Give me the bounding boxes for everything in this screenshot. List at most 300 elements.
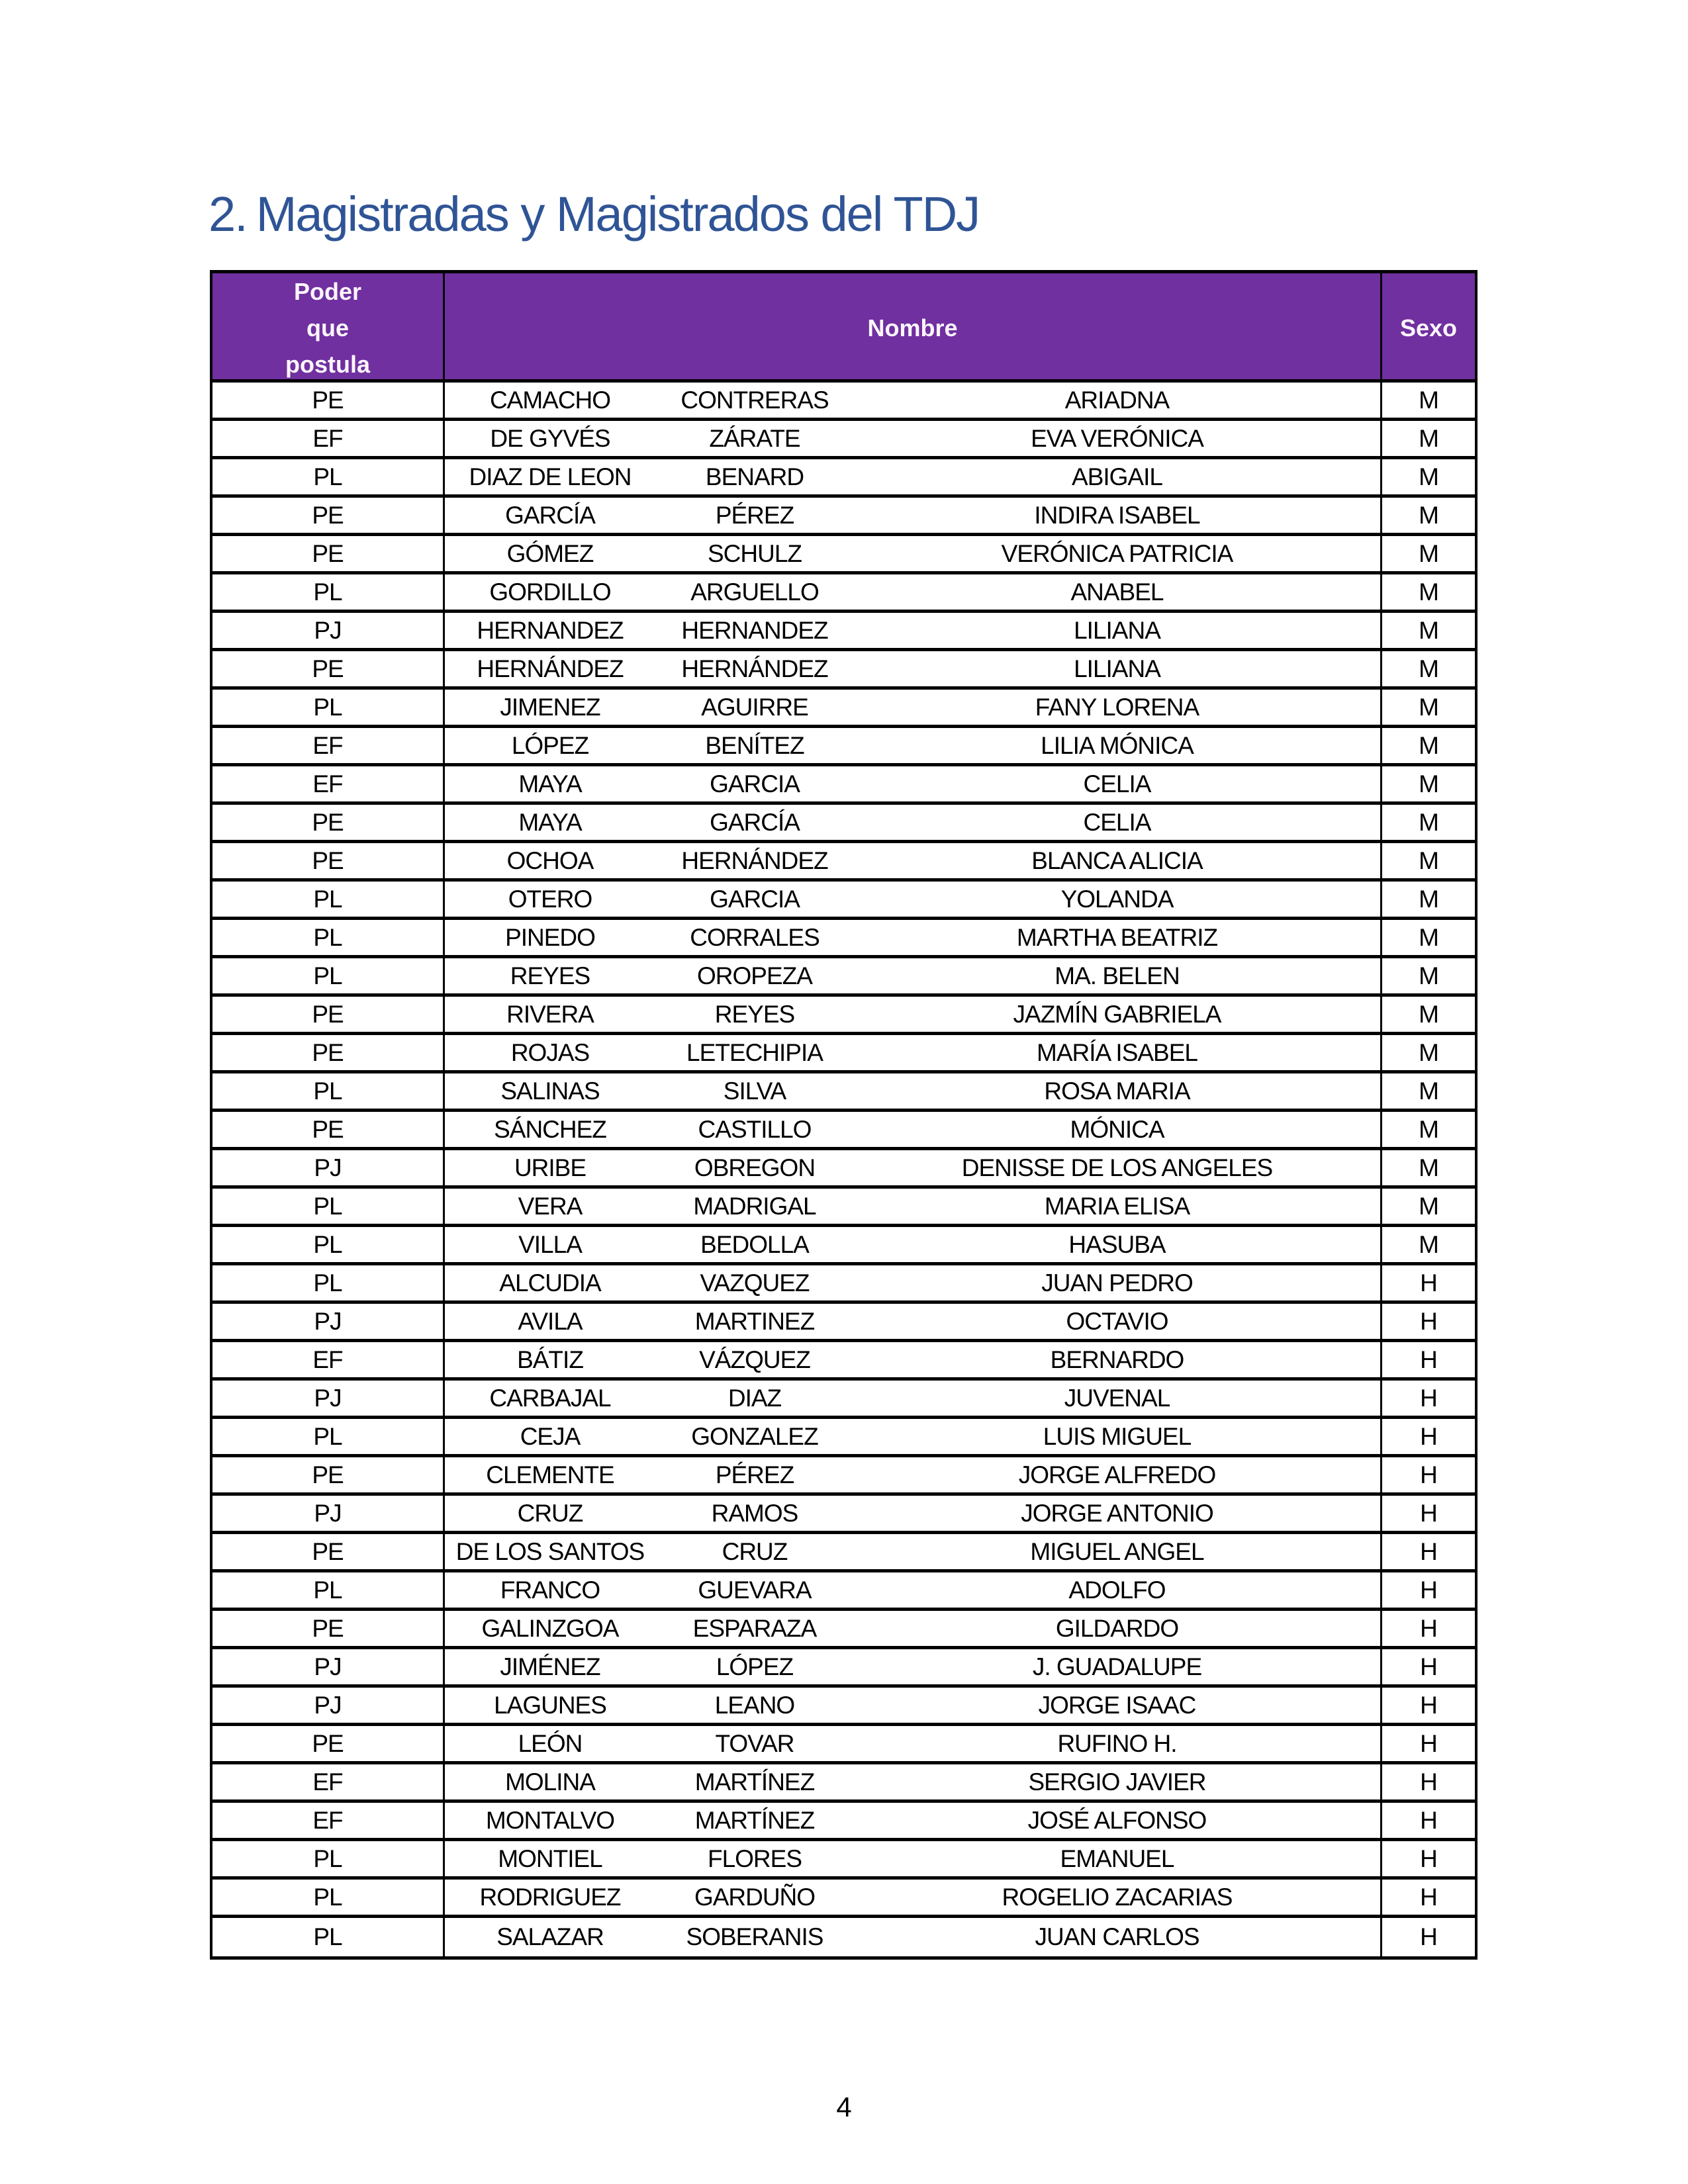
cell-nombre-group xyxy=(445,1803,1380,1838)
cell-apellido-paterno: REYES xyxy=(510,962,590,989)
cell-apellido-materno: GUEVARA xyxy=(698,1576,812,1604)
cell-poder: EF xyxy=(212,1803,445,1838)
cell-nombre-group xyxy=(445,536,1380,571)
table-row xyxy=(212,1189,1475,1227)
cell-apellido-paterno: MAYA xyxy=(518,808,582,836)
cell-nombre-group xyxy=(445,613,1380,648)
cell-nombre: LILIANA xyxy=(1074,655,1160,682)
cell-apellido-paterno: URIBE xyxy=(514,1154,586,1181)
cell-apellido-paterno: ROJAS xyxy=(510,1038,590,1066)
cell-apellido-paterno: DE GYVÉS xyxy=(490,424,610,452)
cell-poder: PL xyxy=(212,1227,445,1262)
cell-apellido-paterno: HERNÁNDEZ xyxy=(477,655,624,682)
cell-poder: PL xyxy=(212,1073,445,1109)
table-row xyxy=(212,958,1475,997)
cell-poder: PL xyxy=(212,1189,445,1224)
table-row xyxy=(212,805,1475,843)
cell-poder: PL xyxy=(212,1265,445,1300)
cell-apellido-materno: GONZALEZ xyxy=(691,1422,818,1450)
cell-apellido-paterno: SÁNCHEZ xyxy=(494,1115,606,1143)
cell-nombre: SERGIO JAVIER xyxy=(1028,1768,1206,1796)
cell-apellido-paterno: FRANCO xyxy=(500,1576,600,1604)
cell-apellido-paterno: JIMÉNEZ xyxy=(500,1653,600,1680)
cell-poder: PE xyxy=(212,1726,445,1761)
cell-apellido-paterno: VERA xyxy=(518,1192,583,1220)
cell-poder: PJ xyxy=(212,1304,445,1339)
table-row xyxy=(212,920,1475,958)
page-number: 4 xyxy=(836,2091,852,2122)
cell-sexo: H xyxy=(1380,1918,1475,1956)
cell-sexo: M xyxy=(1380,459,1475,494)
cell-apellido-paterno: CRUZ xyxy=(517,1499,583,1527)
cell-apellido-paterno: DIAZ DE LEON xyxy=(469,463,632,490)
table-row xyxy=(212,459,1475,498)
cell-nombre: J. GUADALUPE xyxy=(1032,1653,1202,1680)
cell-apellido-paterno: DE LOS SANTOS xyxy=(455,1537,645,1565)
header-poder-line-3: postula xyxy=(285,351,370,378)
cell-nombre-group xyxy=(445,1841,1380,1876)
cell-apellido-paterno: CLEMENTE xyxy=(486,1461,614,1488)
cell-sexo: M xyxy=(1380,1227,1475,1262)
cell-nombre-group xyxy=(445,843,1380,878)
cell-nombre: LILIANA xyxy=(1074,616,1160,644)
cell-apellido-paterno: AVILA xyxy=(518,1307,583,1335)
cell-sexo: M xyxy=(1380,1073,1475,1109)
cell-apellido-materno: GARDUÑO xyxy=(694,1883,816,1911)
table-row xyxy=(212,1880,1475,1918)
cell-sexo: M xyxy=(1380,766,1475,801)
cell-apellido-materno: REYES xyxy=(714,1000,795,1028)
cell-sexo: H xyxy=(1380,1534,1475,1569)
cell-nombre: ARIADNA xyxy=(1064,386,1170,414)
cell-apellido-paterno: RIVERA xyxy=(506,1000,594,1028)
cell-sexo: M xyxy=(1380,805,1475,840)
table-row xyxy=(212,1918,1475,1956)
table-body xyxy=(212,383,1475,1956)
cell-nombre-group xyxy=(445,1688,1380,1723)
cell-apellido-paterno: SALAZAR xyxy=(496,1923,604,1950)
table-row xyxy=(212,1112,1475,1150)
cell-apellido-paterno: RODRIGUEZ xyxy=(479,1883,621,1911)
cell-apellido-paterno: GÓMEZ xyxy=(506,539,594,567)
cell-sexo: H xyxy=(1380,1496,1475,1531)
cell-sexo: M xyxy=(1380,920,1475,955)
table-row xyxy=(212,1035,1475,1073)
cell-apellido-paterno: OCHOA xyxy=(506,846,594,874)
cell-apellido-materno: ARGUELLO xyxy=(690,578,819,606)
cell-nombre: MA. BELEN xyxy=(1055,962,1180,989)
cell-nombre: ROSA MARIA xyxy=(1044,1077,1190,1105)
title-text: Magistradas y Magistrados del TDJ xyxy=(256,187,980,242)
cell-poder: PE xyxy=(212,997,445,1032)
cell-poder: EF xyxy=(212,421,445,456)
cell-nombre-group xyxy=(445,1381,1380,1416)
cell-apellido-paterno: CARBAJAL xyxy=(489,1384,611,1412)
cell-nombre-group xyxy=(445,1726,1380,1761)
table-row xyxy=(212,1726,1475,1764)
cell-nombre: BERNARDO xyxy=(1050,1345,1184,1373)
cell-sexo: M xyxy=(1380,997,1475,1032)
magistrates-table xyxy=(210,270,1477,1960)
cell-sexo: M xyxy=(1380,574,1475,610)
table-row xyxy=(212,1150,1475,1189)
cell-nombre-group xyxy=(445,958,1380,993)
cell-apellido-paterno: SALINAS xyxy=(500,1077,600,1105)
table-row xyxy=(212,1611,1475,1649)
table-row xyxy=(212,613,1475,651)
cell-apellido-paterno: MAYA xyxy=(518,770,582,797)
cell-sexo: M xyxy=(1380,383,1475,418)
cell-apellido-materno: MARTÍNEZ xyxy=(694,1768,815,1796)
cell-poder: EF xyxy=(212,1764,445,1799)
cell-nombre: EVA VERÓNICA xyxy=(1031,424,1203,452)
cell-poder: PE xyxy=(212,498,445,533)
cell-apellido-materno: LETECHIPIA xyxy=(686,1038,823,1066)
cell-apellido-materno: HERNANDEZ xyxy=(681,616,828,644)
cell-apellido-paterno: CAMACHO xyxy=(489,386,611,414)
cell-nombre: MARÍA ISABEL xyxy=(1037,1038,1197,1066)
cell-nombre: MARTHA BEATRIZ xyxy=(1016,923,1218,951)
table-row xyxy=(212,1342,1475,1381)
cell-apellido-materno: RAMOS xyxy=(711,1499,798,1527)
page-title xyxy=(209,187,979,241)
cell-sexo: M xyxy=(1380,843,1475,878)
cell-sexo: M xyxy=(1380,1150,1475,1185)
cell-sexo: M xyxy=(1380,1035,1475,1070)
cell-nombre: OCTAVIO xyxy=(1066,1307,1168,1335)
cell-apellido-materno: PÉREZ xyxy=(715,501,794,529)
cell-poder: PE xyxy=(212,805,445,840)
cell-nombre: JOSÉ ALFONSO xyxy=(1027,1806,1207,1834)
cell-apellido-materno: GARCIA xyxy=(710,770,800,797)
cell-nombre-group xyxy=(445,459,1380,494)
cell-sexo: M xyxy=(1380,958,1475,993)
cell-nombre: MÓNICA xyxy=(1070,1115,1164,1143)
cell-nombre: YOLANDA xyxy=(1060,885,1174,913)
table-row xyxy=(212,574,1475,613)
cell-poder: PE xyxy=(212,843,445,878)
cell-nombre-group xyxy=(445,882,1380,917)
cell-nombre-group xyxy=(445,1611,1380,1646)
cell-nombre-group xyxy=(445,1457,1380,1492)
cell-apellido-paterno: PINEDO xyxy=(505,923,595,951)
cell-apellido-materno: GARCIA xyxy=(710,885,800,913)
cell-sexo: H xyxy=(1380,1649,1475,1684)
cell-sexo: M xyxy=(1380,882,1475,917)
header-poder-line-2: que xyxy=(306,314,349,341)
cell-apellido-paterno: MONTIEL xyxy=(498,1844,602,1872)
cell-nombre-group xyxy=(445,805,1380,840)
cell-nombre-group xyxy=(445,651,1380,686)
cell-nombre-group xyxy=(445,1073,1380,1109)
cell-sexo: H xyxy=(1380,1880,1475,1915)
cell-nombre-group xyxy=(445,574,1380,610)
cell-sexo: M xyxy=(1380,728,1475,763)
cell-apellido-materno: LÓPEZ xyxy=(716,1653,794,1680)
table-row xyxy=(212,1227,1475,1265)
cell-sexo: H xyxy=(1380,1688,1475,1723)
cell-poder: PJ xyxy=(212,613,445,648)
cell-poder: PJ xyxy=(212,1649,445,1684)
cell-apellido-paterno: LAGUNES xyxy=(494,1691,606,1719)
cell-nombre-group xyxy=(445,1035,1380,1070)
cell-apellido-paterno: GARCÍA xyxy=(505,501,595,529)
cell-nombre-group xyxy=(445,1265,1380,1300)
cell-sexo: M xyxy=(1380,1112,1475,1147)
cell-nombre: ABIGAIL xyxy=(1072,463,1162,490)
cell-apellido-materno: MADRIGAL xyxy=(693,1192,816,1220)
cell-nombre: VERÓNICA PATRICIA xyxy=(1001,539,1233,567)
table-header-row xyxy=(212,273,1475,383)
cell-poder: PE xyxy=(212,1112,445,1147)
cell-nombre: JAZMÍN GABRIELA xyxy=(1013,1000,1221,1028)
table-row xyxy=(212,1419,1475,1457)
cell-nombre: JUAN CARLOS xyxy=(1035,1923,1199,1950)
cell-poder: PE xyxy=(212,1457,445,1492)
cell-apellido-materno: CORRALES xyxy=(690,923,820,951)
cell-poder: PE xyxy=(212,1534,445,1569)
cell-sexo: H xyxy=(1380,1611,1475,1646)
cell-apellido-materno: ESPARAZA xyxy=(692,1614,817,1642)
cell-sexo: H xyxy=(1380,1342,1475,1377)
table-row xyxy=(212,498,1475,536)
cell-poder: PL xyxy=(212,1918,445,1956)
cell-nombre: JORGE ANTONIO xyxy=(1021,1499,1213,1527)
cell-nombre-group xyxy=(445,383,1380,418)
cell-apellido-paterno: VILLA xyxy=(518,1230,582,1258)
cell-sexo: H xyxy=(1380,1572,1475,1608)
cell-poder: PE xyxy=(212,1611,445,1646)
cell-nombre-group xyxy=(445,1496,1380,1531)
cell-apellido-materno: GARCÍA xyxy=(710,808,800,836)
cell-nombre-group xyxy=(445,498,1380,533)
cell-apellido-materno: OBREGON xyxy=(694,1154,816,1181)
cell-apellido-materno: LEANO xyxy=(714,1691,795,1719)
cell-poder: PL xyxy=(212,574,445,610)
header-nombre: Nombre xyxy=(867,314,958,341)
cell-nombre-group xyxy=(445,1649,1380,1684)
cell-sexo: H xyxy=(1380,1803,1475,1838)
cell-nombre: BLANCA ALICIA xyxy=(1031,846,1203,874)
cell-apellido-materno: TOVAR xyxy=(715,1729,794,1757)
cell-apellido-materno: MARTÍNEZ xyxy=(694,1806,815,1834)
table-row xyxy=(212,1457,1475,1496)
table-row xyxy=(212,1304,1475,1342)
cell-nombre: GILDARDO xyxy=(1055,1614,1179,1642)
table-row xyxy=(212,1496,1475,1534)
cell-nombre-group xyxy=(445,1189,1380,1224)
cell-apellido-paterno: ALCUDIA xyxy=(499,1269,601,1297)
cell-nombre: CELIA xyxy=(1083,808,1151,836)
cell-nombre: MIGUEL ANGEL xyxy=(1030,1537,1204,1565)
cell-nombre: ROGELIO ZACARIAS xyxy=(1002,1883,1233,1911)
cell-apellido-paterno: MOLINA xyxy=(505,1768,595,1796)
cell-apellido-materno: FLORES xyxy=(707,1844,802,1872)
cell-poder: PL xyxy=(212,882,445,917)
cell-nombre: ADOLFO xyxy=(1068,1576,1166,1604)
cell-apellido-materno: PÉREZ xyxy=(715,1461,794,1488)
cell-nombre-group xyxy=(445,1419,1380,1454)
cell-nombre-group xyxy=(445,1572,1380,1608)
cell-nombre: ANABEL xyxy=(1070,578,1164,606)
cell-poder: PL xyxy=(212,690,445,725)
cell-sexo: H xyxy=(1380,1841,1475,1876)
cell-sexo: M xyxy=(1380,498,1475,533)
cell-nombre-group xyxy=(445,1342,1380,1377)
cell-sexo: H xyxy=(1380,1764,1475,1799)
cell-apellido-materno: AGUIRRE xyxy=(701,693,808,721)
cell-apellido-paterno: HERNANDEZ xyxy=(477,616,624,644)
header-poder-que-postula xyxy=(212,273,445,383)
cell-apellido-materno: CASTILLO xyxy=(698,1115,812,1143)
table-row xyxy=(212,766,1475,805)
cell-sexo: M xyxy=(1380,1189,1475,1224)
cell-nombre-group xyxy=(445,728,1380,763)
cell-nombre-group xyxy=(445,1764,1380,1799)
cell-sexo: M xyxy=(1380,690,1475,725)
cell-sexo: M xyxy=(1380,536,1475,571)
cell-nombre-group xyxy=(445,1150,1380,1185)
cell-apellido-materno: VAZQUEZ xyxy=(700,1269,810,1297)
cell-poder: PE xyxy=(212,536,445,571)
cell-nombre: JORGE ALFREDO xyxy=(1018,1461,1216,1488)
table-row xyxy=(212,651,1475,690)
cell-apellido-materno: BENÍTEZ xyxy=(705,731,804,759)
table-row xyxy=(212,843,1475,882)
table-row xyxy=(212,1572,1475,1611)
cell-apellido-materno: BENARD xyxy=(705,463,804,490)
cell-apellido-materno: CRUZ xyxy=(722,1537,788,1565)
cell-sexo: H xyxy=(1380,1419,1475,1454)
cell-apellido-paterno: JIMENEZ xyxy=(500,693,600,721)
cell-nombre-group xyxy=(445,421,1380,456)
cell-sexo: H xyxy=(1380,1726,1475,1761)
cell-poder: PE xyxy=(212,383,445,418)
cell-apellido-paterno: GALINZGOA xyxy=(481,1614,619,1642)
table-row xyxy=(212,536,1475,574)
cell-poder: PL xyxy=(212,1880,445,1915)
cell-apellido-paterno: MONTALVO xyxy=(485,1806,615,1834)
cell-sexo: H xyxy=(1380,1457,1475,1492)
cell-poder: PL xyxy=(212,459,445,494)
cell-nombre: LUIS MIGUEL xyxy=(1043,1422,1192,1450)
table-row xyxy=(212,1803,1475,1841)
cell-sexo: H xyxy=(1380,1265,1475,1300)
cell-apellido-materno: OROPEZA xyxy=(697,962,812,989)
table-row xyxy=(212,997,1475,1035)
cell-apellido-materno: SILVA xyxy=(723,1077,786,1105)
cell-apellido-materno: MARTINEZ xyxy=(694,1307,815,1335)
cell-apellido-materno: ZÁRATE xyxy=(709,424,800,452)
cell-nombre-group xyxy=(445,1534,1380,1569)
cell-sexo: H xyxy=(1380,1304,1475,1339)
cell-apellido-materno: SCHULZ xyxy=(707,539,802,567)
cell-apellido-paterno: BÁTIZ xyxy=(517,1345,583,1373)
cell-apellido-materno: SOBERANIS xyxy=(686,1923,823,1950)
cell-apellido-paterno: CEJA xyxy=(520,1422,581,1450)
table-row xyxy=(212,690,1475,728)
cell-apellido-materno: HERNÁNDEZ xyxy=(681,846,828,874)
cell-apellido-materno: HERNÁNDEZ xyxy=(681,655,828,682)
table-row xyxy=(212,1265,1475,1304)
table-row xyxy=(212,1841,1475,1880)
cell-nombre-group xyxy=(445,1304,1380,1339)
cell-nombre-group xyxy=(445,1227,1380,1262)
cell-poder: PJ xyxy=(212,1381,445,1416)
cell-nombre: LILIA MÓNICA xyxy=(1041,731,1194,759)
cell-nombre-group xyxy=(445,1918,1380,1956)
header-poder-line-1: Poder xyxy=(293,278,362,305)
title-number: 2. xyxy=(209,187,247,242)
cell-apellido-paterno: GORDILLO xyxy=(489,578,611,606)
cell-poder: EF xyxy=(212,728,445,763)
cell-nombre: DENISSE DE LOS ANGELES xyxy=(961,1154,1273,1181)
cell-apellido-materno: VÁZQUEZ xyxy=(699,1345,810,1373)
table-row xyxy=(212,1381,1475,1419)
table-row xyxy=(212,728,1475,766)
cell-nombre: FANY LORENA xyxy=(1035,693,1199,721)
cell-poder: PL xyxy=(212,920,445,955)
cell-nombre: HASUBA xyxy=(1068,1230,1166,1258)
cell-nombre: MARIA ELISA xyxy=(1044,1192,1190,1220)
cell-apellido-paterno: OTERO xyxy=(508,885,592,913)
cell-sexo: M xyxy=(1380,613,1475,648)
table-row xyxy=(212,882,1475,920)
cell-apellido-materno: CONTRERAS xyxy=(680,386,829,414)
table-row xyxy=(212,1764,1475,1803)
cell-nombre-group xyxy=(445,690,1380,725)
cell-nombre-group xyxy=(445,766,1380,801)
cell-poder: PL xyxy=(212,1841,445,1876)
cell-nombre-group xyxy=(445,997,1380,1032)
cell-nombre: JUAN PEDRO xyxy=(1041,1269,1193,1297)
cell-poder: PL xyxy=(212,958,445,993)
table-row xyxy=(212,421,1475,459)
cell-nombre: EMANUEL xyxy=(1060,1844,1174,1872)
cell-poder: EF xyxy=(212,1342,445,1377)
table-row xyxy=(212,1649,1475,1688)
table-row xyxy=(212,1073,1475,1112)
cell-apellido-materno: BEDOLLA xyxy=(700,1230,809,1258)
cell-nombre-group xyxy=(445,1880,1380,1915)
cell-poder: PL xyxy=(212,1572,445,1608)
cell-sexo: M xyxy=(1380,651,1475,686)
cell-nombre-group xyxy=(445,920,1380,955)
cell-poder: PE xyxy=(212,651,445,686)
cell-apellido-paterno: LÓPEZ xyxy=(511,731,589,759)
cell-nombre: CELIA xyxy=(1083,770,1151,797)
cell-apellido-paterno: LEÓN xyxy=(518,1729,583,1757)
cell-poder: EF xyxy=(212,766,445,801)
table-row xyxy=(212,383,1475,421)
header-sexo: Sexo xyxy=(1380,273,1475,383)
cell-nombre: JUVENAL xyxy=(1064,1384,1170,1412)
cell-sexo: M xyxy=(1380,421,1475,456)
cell-nombre: JORGE ISAAC xyxy=(1038,1691,1196,1719)
table-row xyxy=(212,1534,1475,1572)
cell-apellido-materno: DIAZ xyxy=(727,1384,782,1412)
cell-nombre: RUFINO H. xyxy=(1057,1729,1177,1757)
cell-poder: PJ xyxy=(212,1496,445,1531)
cell-poder: PJ xyxy=(212,1688,445,1723)
cell-poder: PJ xyxy=(212,1150,445,1185)
cell-poder: PL xyxy=(212,1419,445,1454)
cell-sexo: H xyxy=(1380,1381,1475,1416)
cell-nombre-group xyxy=(445,1112,1380,1147)
cell-nombre: INDIRA ISABEL xyxy=(1034,501,1200,529)
cell-poder: PE xyxy=(212,1035,445,1070)
table-row xyxy=(212,1688,1475,1726)
